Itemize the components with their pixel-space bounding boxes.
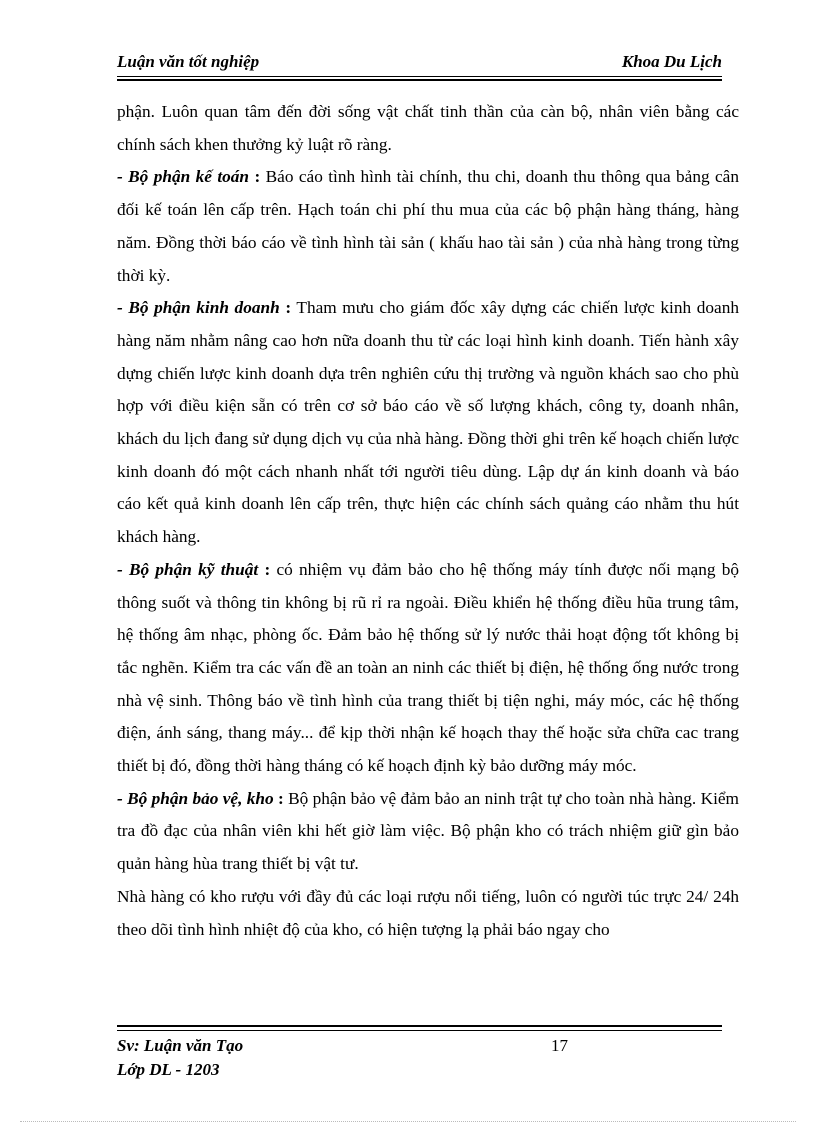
paragraph-business: - Bộ phận kinh doanh : Tham mưu cho giám đốc xây dựng các chiến lược kinh doanh hàng năm nhằm nâng cao hơn nữa doanh thu từ các loại hình kinh doanh. Tiến hành xây dựng chiến lược kinh doanh dựa trên nghiên cứu thị trường và nguồn khách sao cho phù hợp với điều kiện sẵn có trên cơ sở báo cáo về số lượng khách, công ty, doanh nhân, khách du lịch đang sử dụng dịch vụ của nhà hàng. Đồng thời ghi trên kế hoạch chiến lược kinh doanh đó một cách nhanh nhất tới người tiêu dùng. Lập dự án kinh doanh và báo cáo kết quả kinh doanh lên cấp trên, thực hiện các chính sách quảng cáo nhằm thu hút khách hàng. xyxy=(117,298,739,547)
paragraph-wine-cellar: Nhà hàng có kho rượu với đầy đủ các loại rượu nổi tiếng, luôn có người túc trực 24/ 24h theo dõi tình hình nhiệt độ của kho, có hiện tượng lạ phải báo ngay cho xyxy=(117,886,739,939)
paragraph-technical: - Bộ phận kỹ thuật : có nhiệm vụ đảm bảo cho hệ thống máy tính được nối mạng bộ thông suốt và thông tin không bị rũ rỉ ra ngoài. Điều khiển hệ thống điều hũa trung tâm, hệ thống âm nhạc, phòng ốc. Đảm bảo hệ thống sử lý nước thải hoạt động tốt không bị tắc nghẽn. Kiểm tra các vấn đề an toàn an ninh các thiết bị điện, hệ thống ống nước trong nhà vệ sinh. Thông báo về tình hình của trang thiết bị tiện nghi, máy móc, các hệ thống điện, ánh sáng, thang máy... để kịp thời nhận kế hoạch thay thế hoặc sửa chữa cac trang thiết bị đó, đồng thời hàng tháng có kế hoạch định kỳ bảo dưỡng máy móc. xyxy=(117,559,740,776)
section-label-business: - Bộ phận kinh doanh xyxy=(117,298,280,318)
section-label-technical: - Bộ phận kỹ thuật xyxy=(117,559,259,579)
header-faculty: Khoa Du Lịch xyxy=(621,52,722,71)
header-rule-thin xyxy=(117,76,722,77)
page-number: 17 xyxy=(551,1036,568,1055)
footer-rule-thick xyxy=(117,1025,722,1027)
body-text xyxy=(117,96,739,946)
page-edge-divider xyxy=(20,1121,796,1122)
section-label-accounting: - Bộ phận kế toán xyxy=(117,167,250,187)
section-label-security-warehouse: - Bộ phận bảo vệ, kho xyxy=(117,788,274,808)
header-thesis-title: Luận văn tốt nghiệp xyxy=(117,52,260,71)
header-rule-thick xyxy=(117,79,722,81)
paragraph-accounting: - Bộ phận kế toán : Báo cáo tình hình tài chính, thu chi, doanh thu thông qua bảng cân đối kế toán lên cấp trên. Hạch toán chi phí thu mua của các bộ phận hàng tháng, hàng năm. Đồng thời báo cáo về tình hình tài sản ( khấu hao tài sản ) của nhà hàng trong từng thời kỳ. xyxy=(117,167,739,285)
paragraph-intro: phận. Luôn quan tâm đến đời sống vật chất tinh thần của càn bộ, nhân viên bằng các chính sách khen thưởng kỷ luật rõ ràng. xyxy=(117,102,739,154)
page-footer xyxy=(117,1034,243,1082)
footer-student: Sv: Luận văn Tạo xyxy=(117,1036,244,1055)
footer-rule-thin xyxy=(117,1030,722,1031)
paragraph-security-warehouse: - Bộ phận bảo vệ, kho : Bộ phận bảo vệ đảm bảo an ninh trật tự cho toàn nhà hàng. Kiểm tra đồ đạc của nhân viên khi hết giờ làm việc. Bộ phận kho có trách nhiệm giữ gìn bảo quản hàng hùa trang thiết bị vật tư. xyxy=(117,788,739,874)
footer-class: Lớp DL - 1203 xyxy=(117,1060,220,1079)
page-header xyxy=(117,48,722,72)
